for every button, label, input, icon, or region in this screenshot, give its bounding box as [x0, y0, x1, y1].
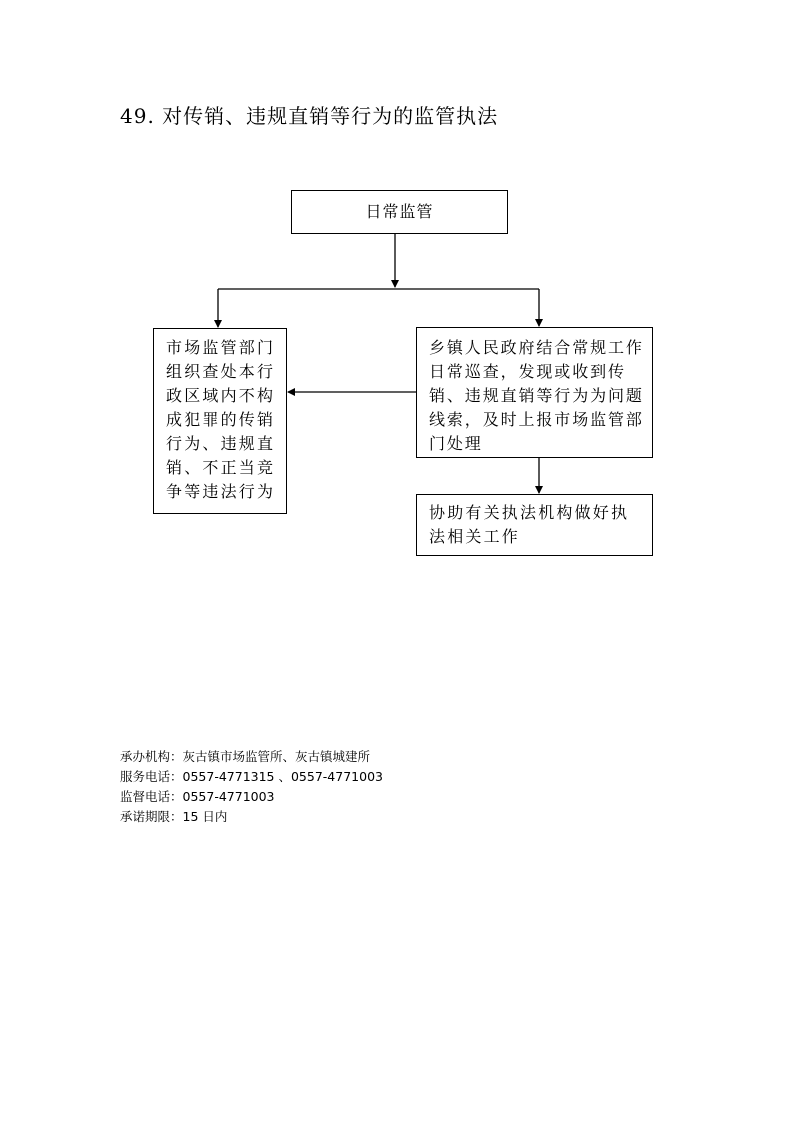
node-assist-enforcement [416, 494, 653, 556]
node-market-regulator [153, 328, 287, 514]
org-row [120, 747, 383, 767]
node-market-regulator-text: 市场监管部门组织查处本行政区域内不构成犯罪的传销行为、违规直销、不正当竞争等违法行为 [166, 338, 276, 501]
supervision-phone-value: 0557-4771003 [182, 789, 275, 804]
org-label: 承办机构： [120, 749, 183, 764]
service-phone-label: 服务电话： [120, 769, 183, 784]
deadline-row [120, 807, 383, 827]
node-daily-supervision [291, 190, 508, 234]
node-assist-enforcement-text: 协助有关执法机构做好执法相关工作 [429, 503, 630, 546]
service-phone-value: 0557-4771315 、0557-4771003 [182, 769, 383, 784]
node-town-government-text: 乡镇人民政府结合常规工作日常巡查，发现或收到传销、违规直销等行为为问题线索，及时上报市场监管部门处理 [429, 338, 644, 453]
node-town-government [416, 327, 653, 458]
supervision-phone-label: 监督电话： [120, 789, 183, 804]
supervision-phone-row [120, 787, 383, 807]
page-title: 49. 对传销、违规直销等行为的监管执法 [120, 104, 499, 128]
org-value: 灰古镇市场监管所、灰古镇城建所 [182, 749, 371, 764]
deadline-value: 15 日内 [182, 809, 228, 824]
node-daily-supervision-text: 日常监管 [365, 202, 434, 221]
deadline-label: 承诺期限： [120, 809, 183, 824]
service-phone-row [120, 767, 383, 787]
service-info [120, 747, 383, 827]
